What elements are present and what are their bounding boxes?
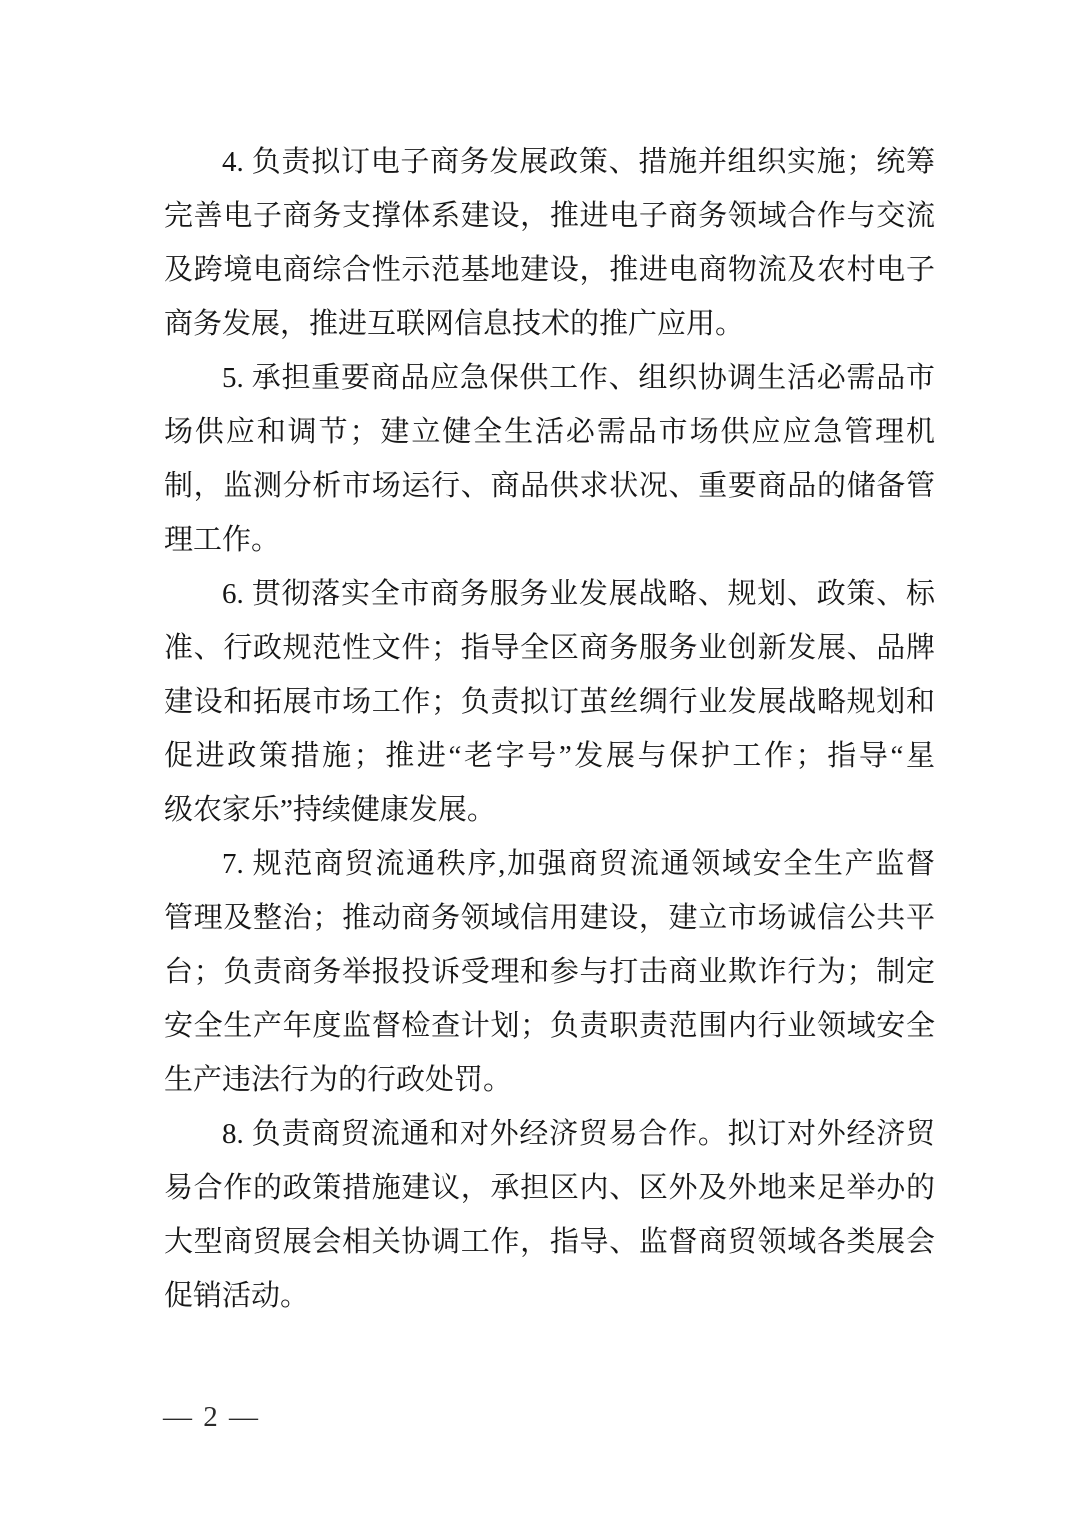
body-line: 8. 负责商贸流通和对外经济贸易合作。拟订对外经济贸	[222, 1118, 935, 1150]
body-line: 管理及整治；推动商务领域信用建设，建立市场诚信公共平	[164, 902, 935, 934]
body-line: 5. 承担重要商品应急保供工作、组织协调生活必需品市	[222, 362, 935, 394]
body-line: 促销活动。	[164, 1280, 310, 1312]
body-line: 场供应和调节；建立健全生活必需品市场供应应急管理机	[164, 416, 935, 448]
body-line: 4. 负责拟订电子商务发展政策、措施并组织实施；统筹	[222, 146, 935, 178]
body-line: 完善电子商务支撑体系建设，推进电子商务领域合作与交流	[164, 200, 935, 232]
body-line: 促进政策措施；推进“老字号”发展与保护工作；指导“星	[164, 740, 935, 772]
paragraph	[164, 837, 935, 1107]
body-line: 级农家乐”持续健康发展。	[164, 794, 496, 826]
body-line: 大型商贸展会相关协调工作，指导、监督商贸领域各类展会	[164, 1226, 935, 1258]
paragraph	[164, 1107, 935, 1323]
page-number: — 2 —	[163, 1401, 260, 1433]
document-body	[164, 135, 935, 1323]
body-line: 7. 规范商贸流通秩序,加强商贸流通领域安全生产监督	[222, 848, 935, 880]
body-line: 制，监测分析市场运行、商品供求状况、重要商品的储备管	[164, 470, 935, 502]
body-line: 安全生产年度监督检查计划；负责职责范围内行业领域安全	[164, 1010, 935, 1042]
body-line: 易合作的政策措施建议，承担区内、区外及外地来足举办的	[164, 1172, 935, 1204]
body-line: 6. 贯彻落实全市商务服务业发展战略、规划、政策、标	[222, 578, 935, 610]
paragraph	[164, 567, 935, 837]
body-line: 理工作。	[164, 524, 281, 556]
body-line: 台；负责商务举报投诉受理和参与打击商业欺诈行为；制定	[164, 956, 935, 988]
body-line: 生产违法行为的行政处罚。	[164, 1064, 513, 1096]
paragraph	[164, 351, 935, 567]
body-line: 建设和拓展市场工作；负责拟订茧丝绸行业发展战略规划和	[164, 686, 935, 718]
body-line: 准、行政规范性文件；指导全区商务服务业创新发展、品牌	[164, 632, 935, 664]
body-line: 及跨境电商综合性示范基地建设，推进电商物流及农村电子	[164, 254, 935, 286]
paragraph	[164, 135, 935, 351]
body-line: 商务发展，推进互联网信息技术的推广应用。	[164, 308, 745, 340]
